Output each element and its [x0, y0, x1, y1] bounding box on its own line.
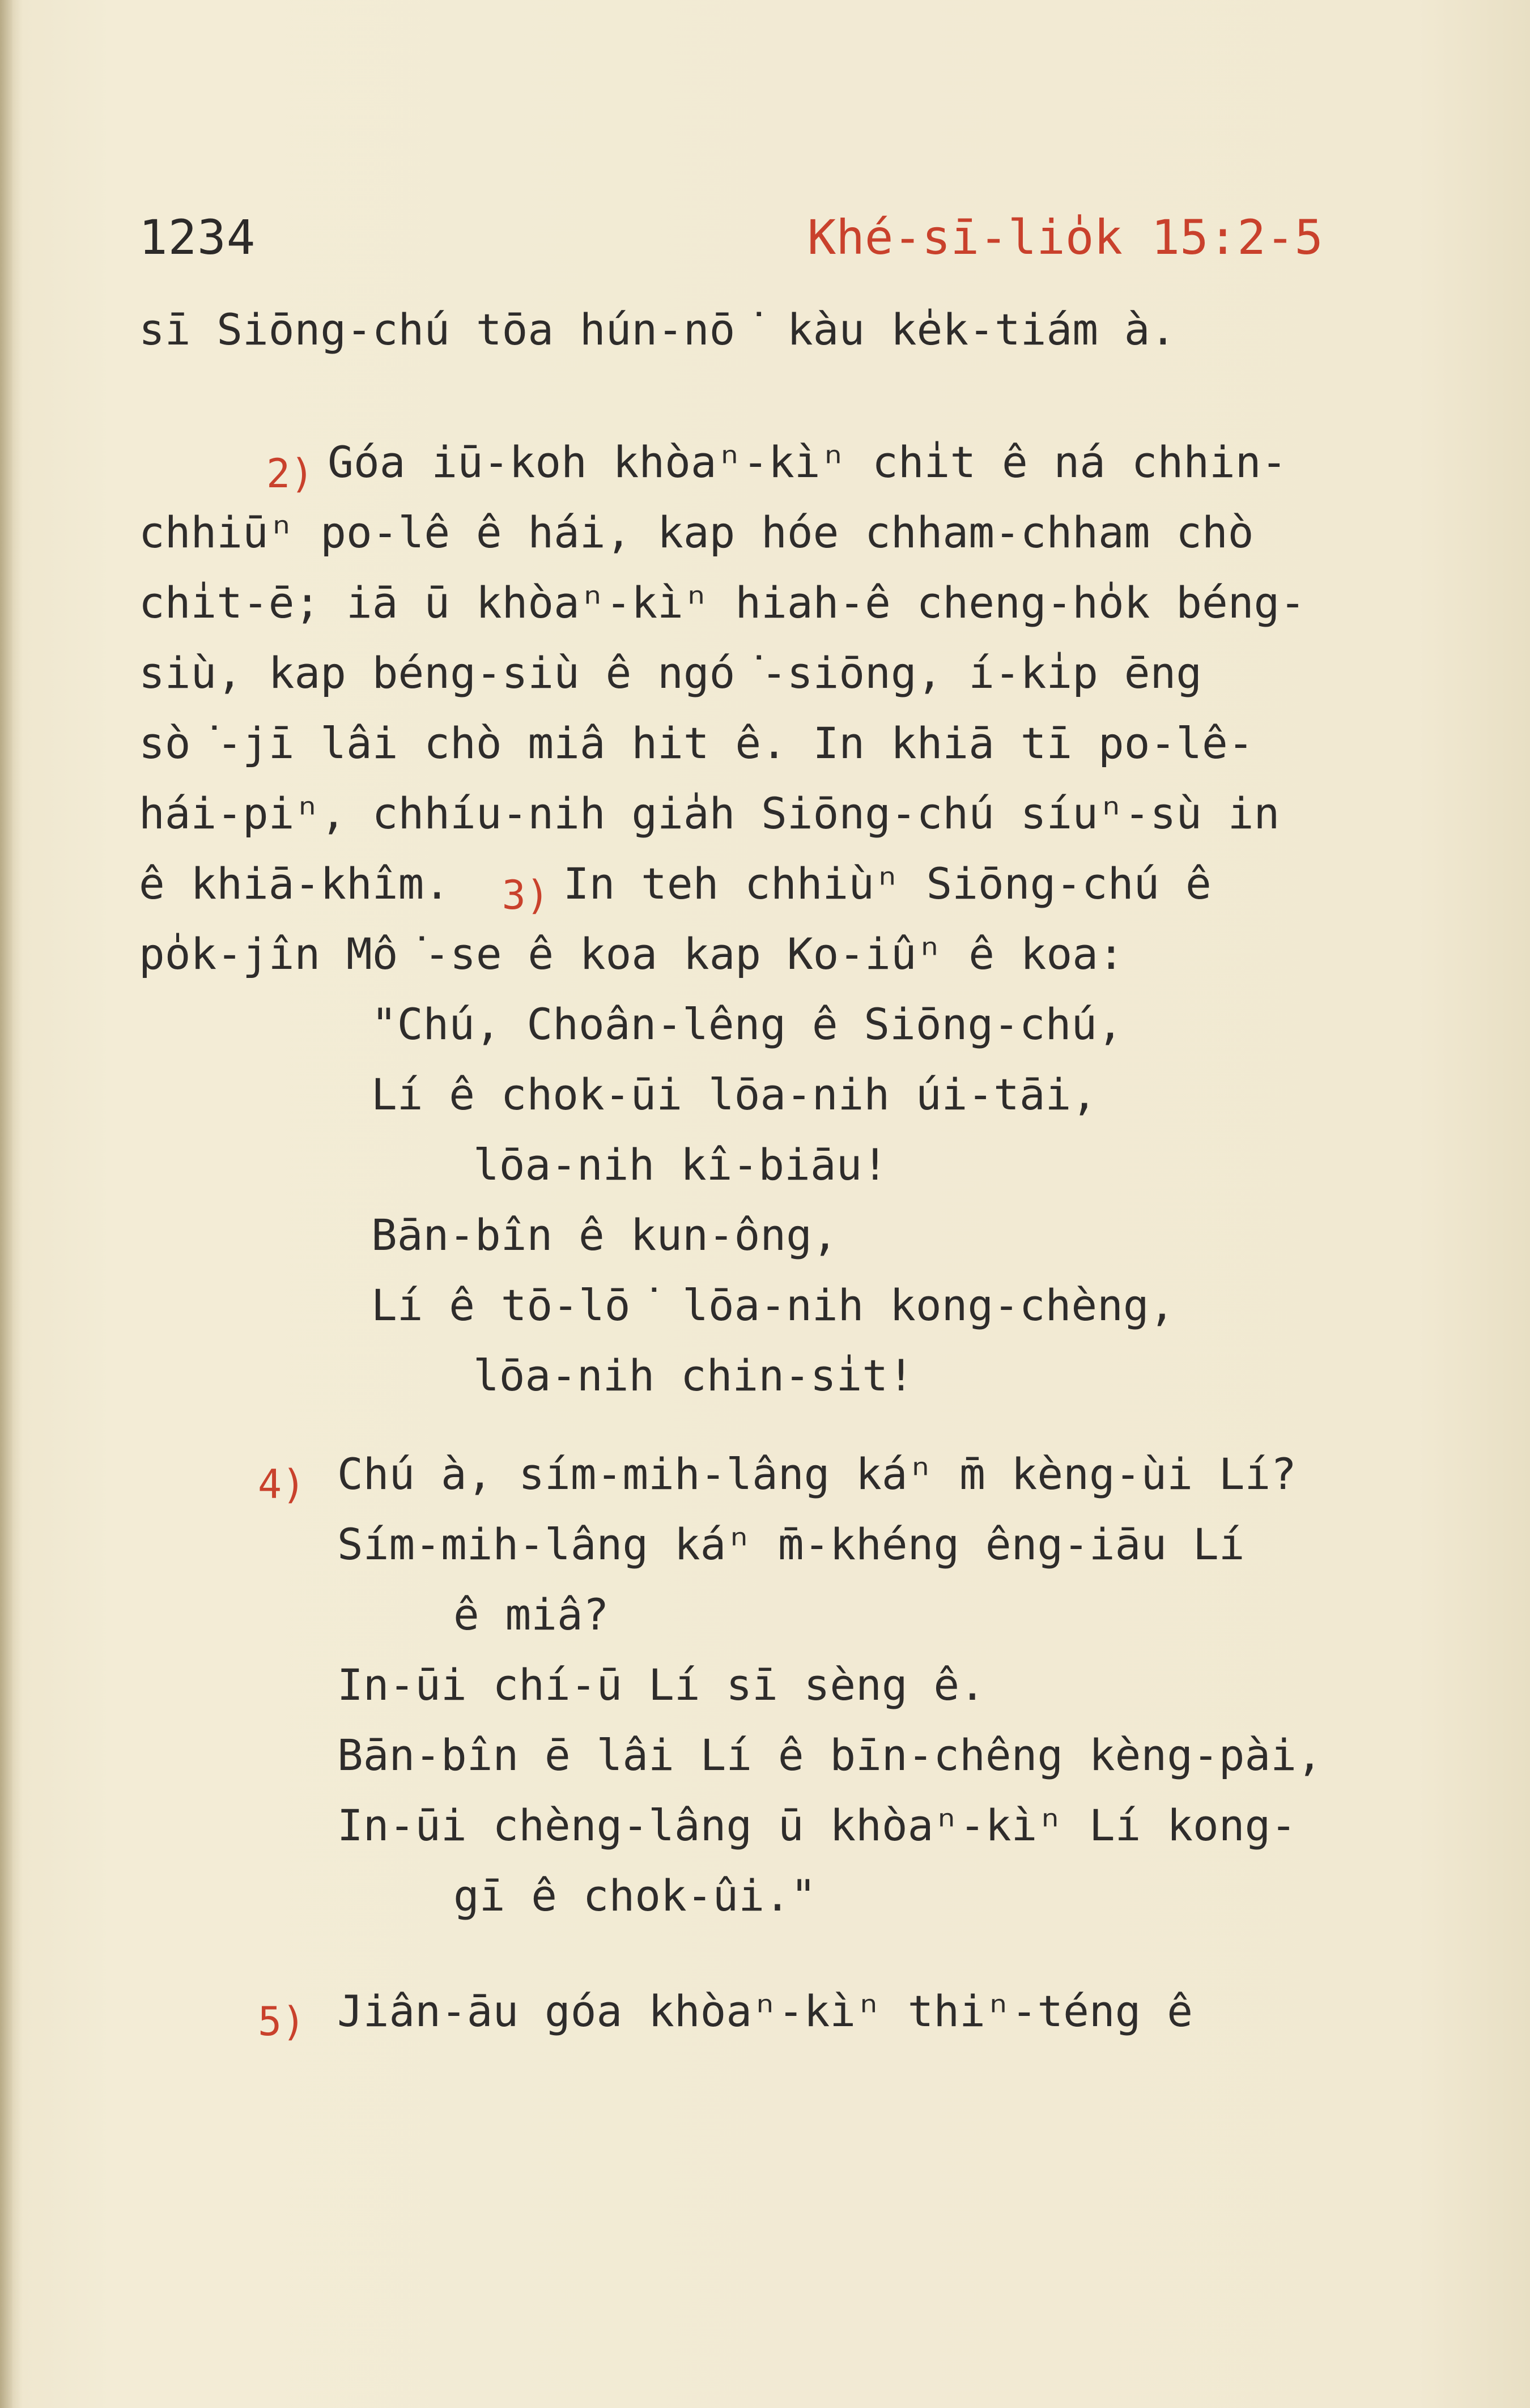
text-line: sò͘-jī lâi chò miâ hit ê. In khiā tī po-lê-	[139, 718, 1254, 768]
text-line	[139, 427, 1386, 497]
page-number: 1234	[139, 210, 256, 265]
poetry-line	[139, 1439, 1386, 1509]
poetry-line: "Chú, Choân-lêng ê Siōng-chú,	[371, 999, 1123, 1049]
verse-text: ê khiā-khîm.	[139, 858, 450, 909]
text-line	[139, 849, 1386, 919]
text-line: chi̍t-ē; iā ū khòaⁿ-kìⁿ hiah-ê cheng-ho̍k béng-	[139, 577, 1306, 628]
poetry-line: In-ūi chèng-lâng ū khòaⁿ-kìⁿ Lí kong-	[337, 1800, 1297, 1850]
text-line: hái-piⁿ, chhíu-nih gia̍h Siōng-chú síuⁿ-sù in	[139, 788, 1280, 839]
text-line: siù, kap béng-siù ê ngó͘-siōng, í-ki̍p ēng	[139, 648, 1202, 698]
verse-number: 4)	[258, 1461, 306, 1508]
verse-text: Góa iū-koh khòaⁿ-kìⁿ chi̍t ê ná chhin-	[328, 437, 1287, 487]
verse-text: Jiân-āu góa khòaⁿ-kìⁿ thiⁿ-téng ê	[337, 1986, 1193, 2036]
text-line: chhiūⁿ po-lê ê hái, kap hóe chham-chham chò	[139, 507, 1254, 558]
poetry-line: Lí ê tō-lō͘ lōa-nih kong-chèng,	[371, 1280, 1175, 1330]
verse-text: Chú à, sím-mih-lâng káⁿ m̄ kèng-ùi Lí?	[337, 1449, 1297, 1499]
poetry-line: Bān-bîn ē lâi Lí ê bīn-chêng kèng-pài,	[337, 1730, 1323, 1780]
poetry-line: Bān-bîn ê kun-ông,	[371, 1210, 838, 1260]
text-line: sī Siōng-chú tōa hún-nō͘ kàu ke̍k-tiám à.	[139, 304, 1176, 355]
poetry-line: lōa-nih kî-biāu!	[473, 1139, 889, 1190]
text-line: po̍k-jîn Mô͘-se ê koa kap Ko-iûⁿ ê koa:	[139, 929, 1124, 979]
poetry-line: ê miâ?	[453, 1589, 609, 1640]
verse-number: 5)	[258, 1998, 306, 2045]
verse-number: 3)	[502, 872, 550, 918]
poetry-line: gī ê chok-ûi."	[453, 1870, 817, 1921]
page-header	[139, 204, 1323, 266]
verse-text: In teh chhiùⁿ Siōng-chú ê	[563, 858, 1212, 909]
poetry-line: Lí ê chok-ūi lōa-nih úi-tāi,	[371, 1069, 1098, 1120]
scripture-text	[139, 295, 1386, 2047]
poetry-line: In-ūi chí-ū Lí sī sèng ê.	[337, 1660, 985, 1710]
verse-number: 2)	[266, 450, 314, 497]
poetry-line: Sím-mih-lâng káⁿ m̄-khéng êng-iāu Lí	[337, 1519, 1245, 1569]
poetry-line: lōa-nih chin-si̍t!	[473, 1350, 914, 1401]
running-title: Khé-sī-lio̍k 15:2-5	[807, 210, 1323, 265]
text-line	[139, 1976, 1386, 2047]
